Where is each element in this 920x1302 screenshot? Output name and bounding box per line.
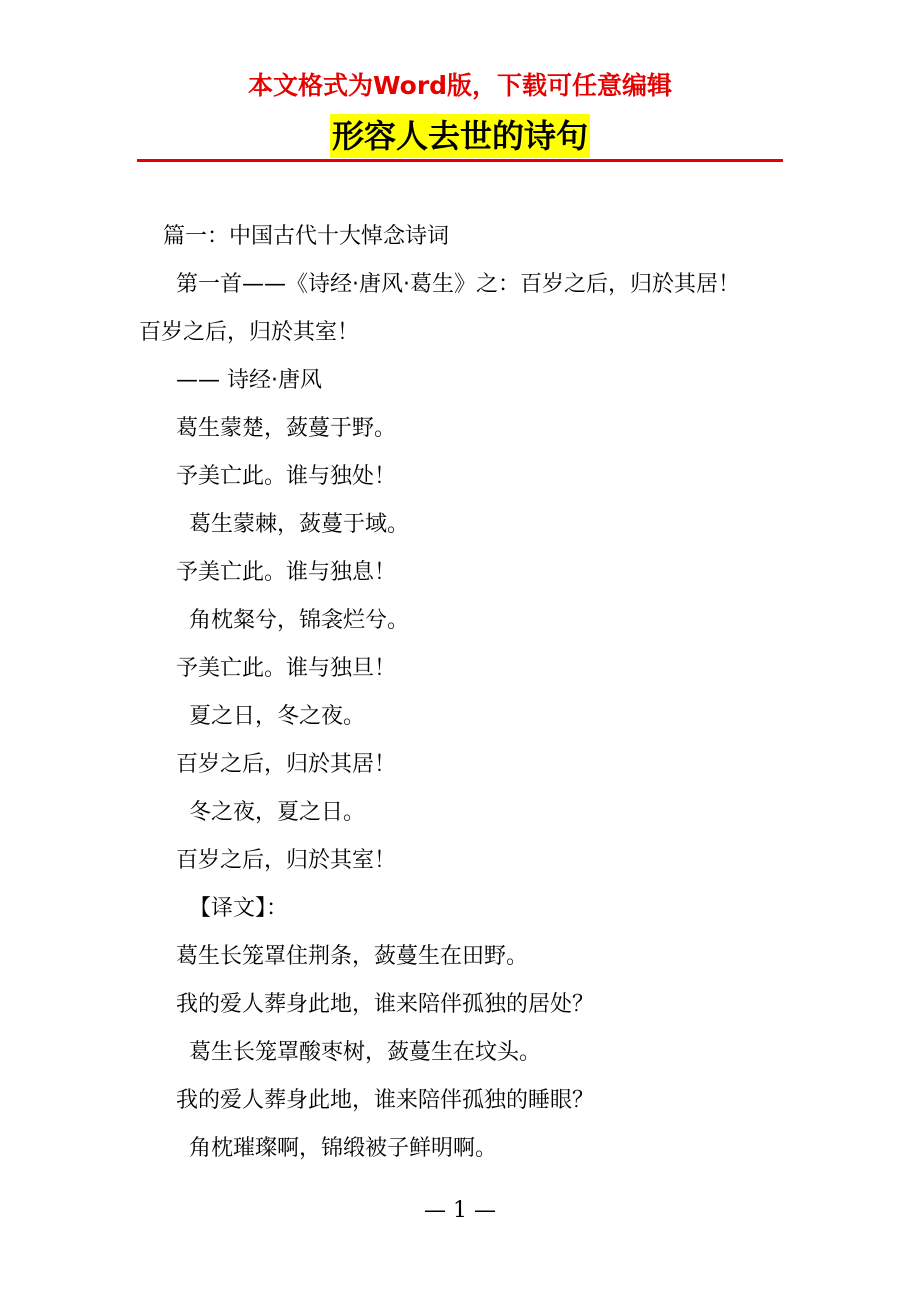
poem-intro-continued: 百岁之后，归於其室！ bbox=[139, 320, 360, 345]
poem-line: 葛生蒙楚，蔹蔓于野。 bbox=[176, 416, 397, 441]
poem-line: 角枕粲兮，锦衾烂兮。 bbox=[189, 608, 410, 633]
title-container bbox=[0, 114, 920, 158]
translation-line: 我的爱人葬身此地，谁来陪伴孤独的居处？ bbox=[176, 992, 595, 1017]
poem-line: 百岁之后，归於其居！ bbox=[176, 752, 397, 777]
poem-line: 夏之日，冬之夜。 bbox=[189, 704, 366, 729]
translation-line: 葛生长笼罩住荆条，蔹蔓生在田野。 bbox=[176, 944, 529, 969]
translation-line: 葛生长笼罩酸枣树，蔹蔓生在坟头。 bbox=[189, 1040, 542, 1065]
translation-line: 我的爱人葬身此地，谁来陪伴孤独的睡眼？ bbox=[176, 1088, 595, 1113]
poem-line: 予美亡此。谁与独处！ bbox=[176, 464, 397, 489]
poem-source: —— 诗经·唐风 bbox=[176, 368, 322, 393]
document-title: 形容人去世的诗句 bbox=[330, 114, 590, 158]
title-divider bbox=[137, 159, 783, 162]
poem-line: 葛生蒙棘，蔹蔓于域。 bbox=[189, 512, 410, 537]
translation-line: 角枕璀璨啊，锦缎被子鲜明啊。 bbox=[189, 1136, 498, 1161]
poem-line: 予美亡此。谁与独旦！ bbox=[176, 656, 397, 681]
poem-line: 予美亡此。谁与独息！ bbox=[176, 560, 397, 585]
poem-intro: 第一首——《诗经·唐风·葛生》之：百岁之后，归於其居！ bbox=[176, 272, 740, 297]
document-banner: 本文格式为Word版，下载可任意编辑 bbox=[247, 71, 673, 100]
poem-line: 百岁之后，归於其室！ bbox=[176, 848, 397, 873]
translation-heading: 【译文】： bbox=[189, 896, 289, 921]
section-heading: 篇一：中国古代十大悼念诗词 bbox=[163, 224, 450, 249]
poem-line: 冬之夜，夏之日。 bbox=[189, 800, 366, 825]
page-number: — 1 — bbox=[424, 1198, 496, 1223]
